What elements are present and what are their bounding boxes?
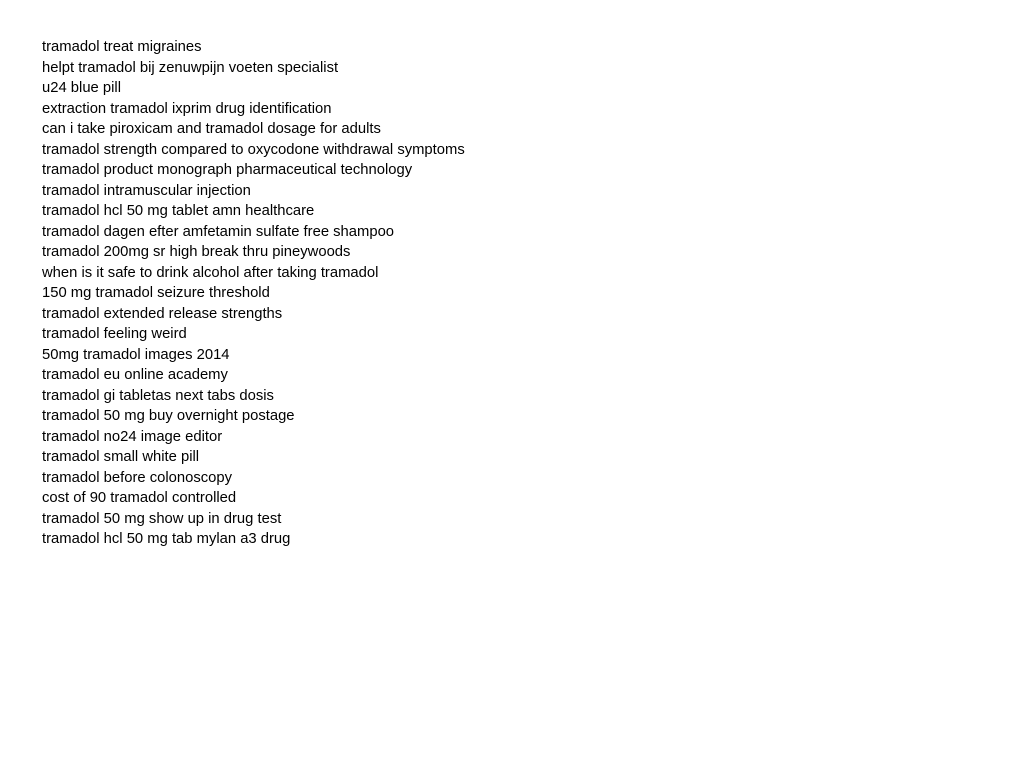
text-line: tramadol treat migraines [42, 39, 202, 55]
text-line: tramadol product monograph pharmaceutical technology [42, 162, 413, 178]
text-line: tramadol 50 mg show up in drug test [42, 510, 282, 527]
text-line: when is it safe to drink alcohol after taking tramadol [42, 264, 379, 281]
text-line: tramadol gi tabletas next tabs dosis [42, 387, 274, 404]
text-line: 150 mg tramadol seizure threshold [42, 285, 270, 301]
text-line: tramadol 200mg sr high break thru pineywoods [42, 244, 351, 260]
text-line: tramadol feeling weird [42, 326, 187, 342]
text-line: tramadol small white pill [42, 449, 200, 465]
text-line: 50mg tramadol images 2014 [42, 346, 230, 363]
text-line: u24 blue pill [42, 80, 121, 96]
text-line: tramadol before colonoscopy [42, 469, 233, 486]
text-line: tramadol eu online academy [42, 367, 228, 383]
text-line: tramadol intramuscular injection [42, 182, 251, 199]
text-line: tramadol hcl 50 mg tab mylan a3 drug [42, 531, 291, 547]
text-line: can i take piroxicam and tramadol dosage for adults [42, 121, 381, 137]
text-line: tramadol no24 image editor [42, 428, 223, 445]
text-line: tramadol hcl 50 mg tablet amn healthcare [42, 203, 315, 219]
text-line: extraction tramadol ixprim drug identification [42, 100, 332, 117]
text-line: tramadol extended release strengths [42, 305, 283, 322]
text-line: helpt tramadol bij zenuwpijn voeten specialist [42, 59, 339, 76]
text-line-list [42, 37, 465, 550]
text-line: cost of 90 tramadol controlled [42, 490, 237, 506]
text-line: tramadol 50 mg buy overnight postage [42, 408, 295, 424]
text-line: tramadol dagen efter amfetamin sulfate free shampoo [42, 223, 395, 240]
text-line: tramadol strength compared to oxycodone withdrawal symptoms [42, 141, 465, 158]
